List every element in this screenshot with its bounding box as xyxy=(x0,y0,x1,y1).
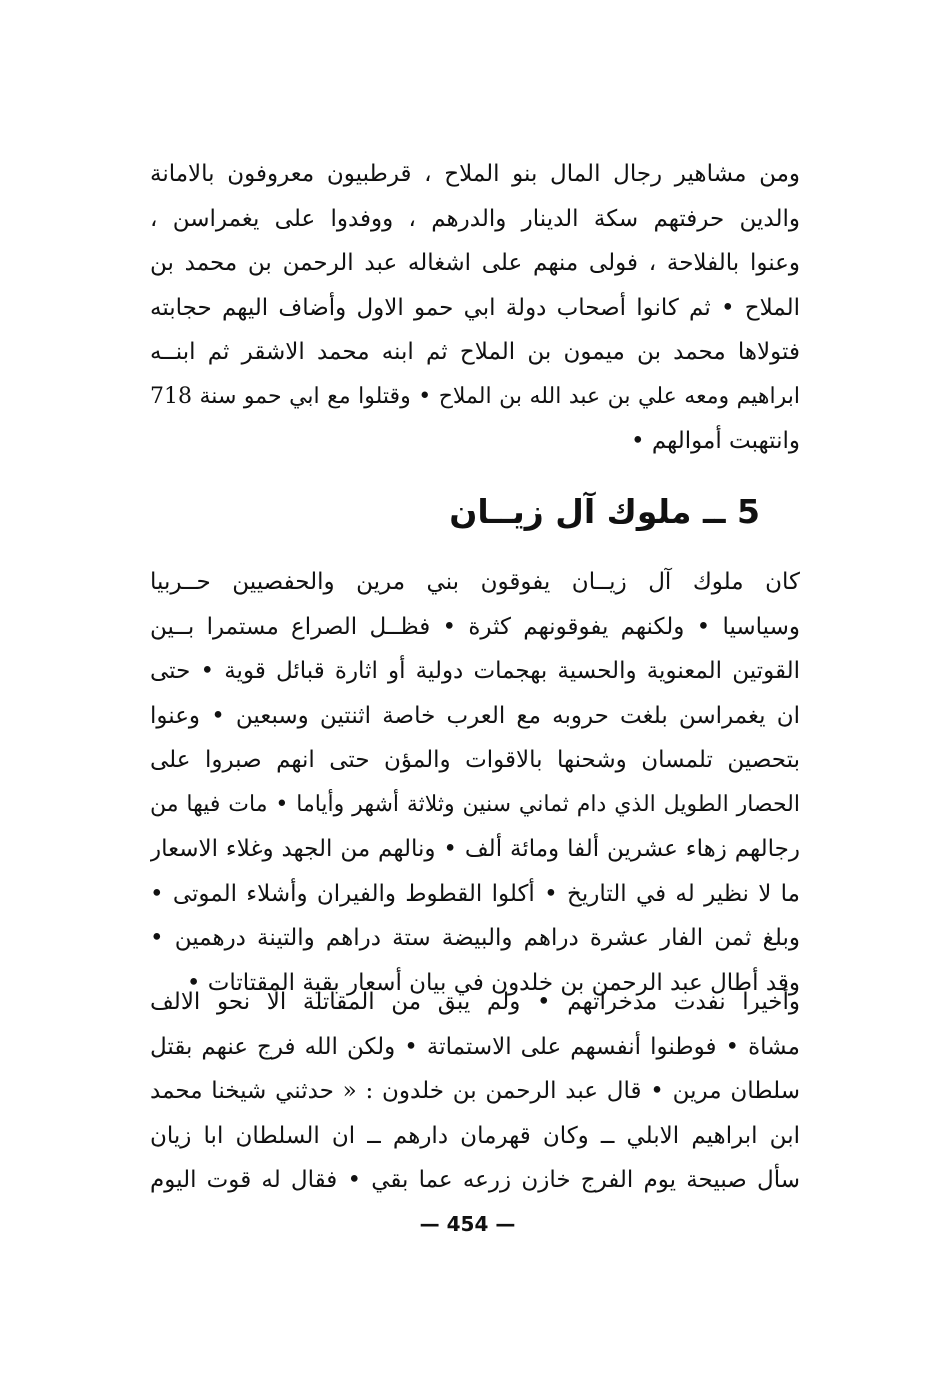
text-line: ابراهيم ومعه علي بن عبد الله بن الملاح • وقتلوا مع ابي حمو سنة 718 xyxy=(150,383,800,409)
text-line: وسياسيا • ولكنهم يفوقونهم كثرة • فظــل الصراع مستمرا بــين xyxy=(150,613,800,640)
text-line: سأل صبيحة يوم الفرج خازن زرعه عما بقي • فقال له قوت اليوم xyxy=(150,1167,800,1193)
text-line: وانتهبت أموالهم • xyxy=(630,428,800,454)
text-line: بتحصين تلمسان وشحنها بالاقوات والمؤن حتى انهم صبروا على xyxy=(150,747,800,773)
section-heading: 5 ــ ملوك آل زيــان xyxy=(449,492,760,531)
paragraph-zayyanid-kings xyxy=(150,560,800,1005)
text-line: رجالهم زهاء عشرين ألفا ومائة ألف • ونالهم من الجهد وغلاء الاسعار xyxy=(150,836,800,862)
page-number: — 454 — xyxy=(419,1212,516,1236)
text-line: الملاح • ثم كانوا أصحاب دولة ابي حمو الاول وأضاف اليهم حجابته xyxy=(150,294,800,321)
text-line: فتولاها محمد بن ميمون بن الملاح ثم ابنه محمد الاشقر ثم ابنــه xyxy=(150,339,800,365)
text-line: والدين حرفتهم سكة الدينار والدرهم ، ووفدوا على يغمراسن ، xyxy=(150,205,800,232)
text-line: وأخيرا نفدت مدخراتهم • ولم يبق من المقاتلة الا نحو الالف xyxy=(150,989,800,1015)
paragraph-bank-al-mallah xyxy=(150,152,800,464)
text-line: مشاة • فوطنوا أنفسهم على الاستماتة • ولكن الله فرج عنهم بقتل xyxy=(150,1033,800,1060)
text-line: ما لا نظير له في التاريخ • أكلوا القطوط والفيران وأشلاء الموتى • xyxy=(150,880,800,907)
text-line: القوتين المعنوية والحسية بهجمات دولية أو اثارة قبائل قوية • حتى xyxy=(150,658,800,684)
text-line: وقد أطال عبد الرحمن بن خلدون في بيان أسعار بقية المقتاتات • xyxy=(186,969,800,996)
text-line: الحصار الطويل الذي دام ثماني سنين وثلاثة أشهر وأياما • مات فيها من xyxy=(150,791,800,817)
text-line: كان ملوك آل زيــان يفوقون بني مرين والحفصيين حــربيا xyxy=(150,569,800,595)
text-line: وعنوا بالفلاحة ، فولى منهم على اشغاله عبد الرحمن بن محمد بن xyxy=(150,250,800,276)
text-line: سلطان مرين • قال عبد الرحمن بن خلدون : « حدثني شيخنا محمد xyxy=(150,1078,800,1104)
text-line: ان يغمراسن بلغت حروبه مع العرب خاصة اثنتين وسبعين • وعنوا xyxy=(150,702,800,729)
text-line: وبلغ ثمن الفار عشرة دراهم والبيضة ستة دراهم والتينة درهمين • xyxy=(150,925,800,951)
paragraph-siege-end xyxy=(150,980,800,1203)
text-line: ومن مشاهير رجال المال بنو الملاح ، قرطبيون معروفون بالامانة xyxy=(150,161,800,187)
text-line: ابن ابراهيم الابلي ــ وكان قهرمان دارهم ــ ان السلطان ابا زيان xyxy=(150,1122,800,1149)
